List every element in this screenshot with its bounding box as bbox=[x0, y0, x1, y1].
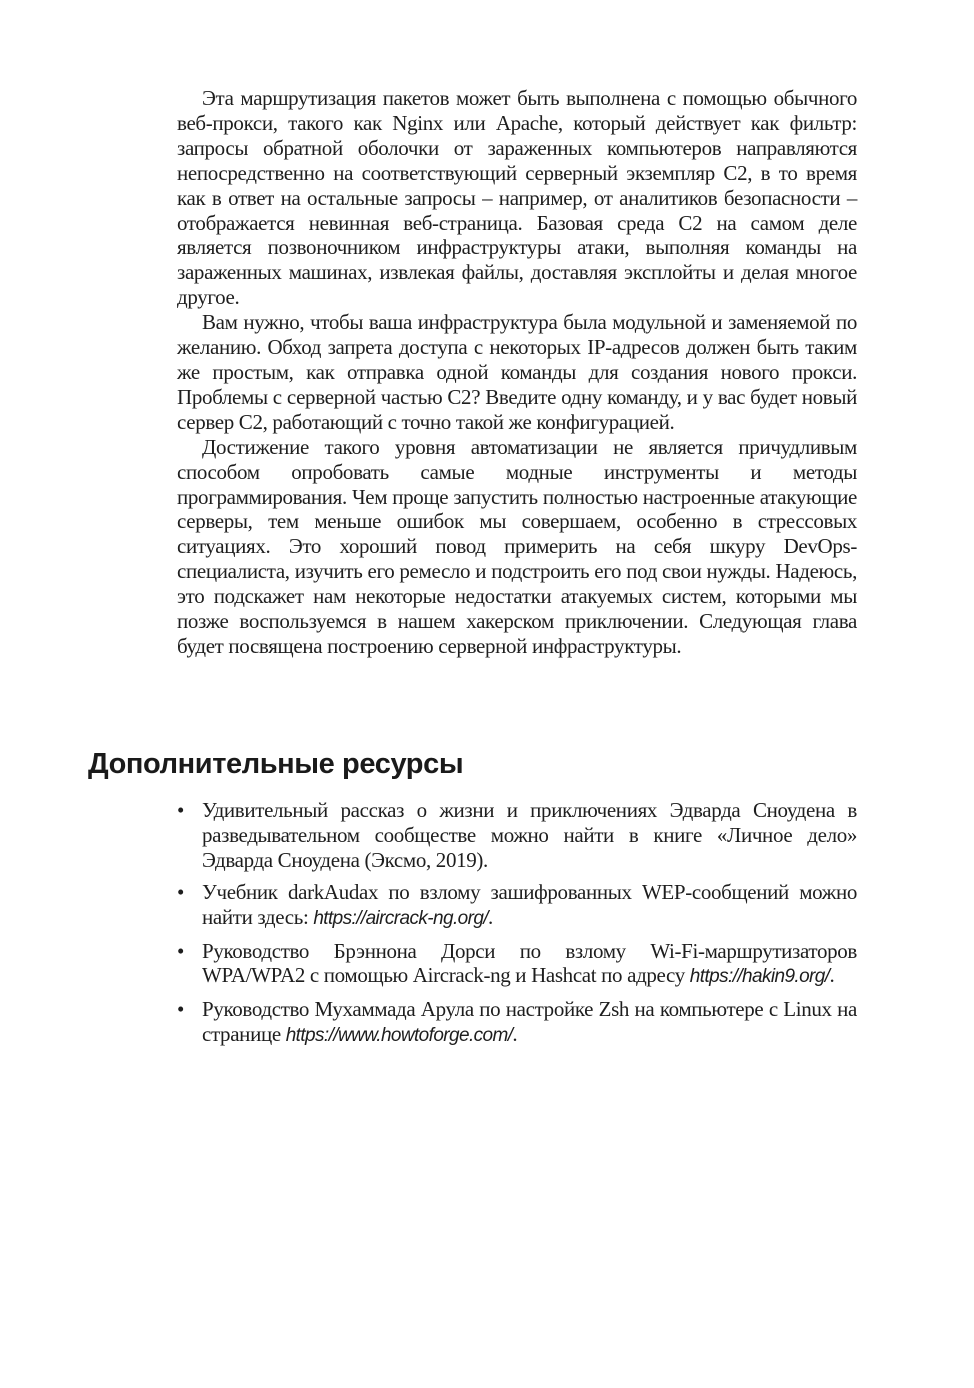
resource-link-howtoforge[interactable]: https://www.howtoforge.com/ bbox=[285, 1025, 513, 1047]
resource-text: Удивительный рассказ о жизни и приключениях Эдварда Сноудена в разведывательном сообществе можно найти в книге «Личное дело» Эдварда Сноудена (Эксмо, 2019). bbox=[202, 798, 857, 872]
bullet-icon: • bbox=[177, 938, 185, 963]
resource-link-hakin9[interactable]: https://hakin9.​org/ bbox=[689, 966, 830, 988]
resource-link-aircrack[interactable]: https://aircrack-ng.org/ bbox=[313, 907, 488, 929]
paragraph-packet-routing: Эта маршрутизация пакетов может быть выполнена с помощью обычного веб-прокси, такого как Nginx или Apache, который действует как фильтр: запросы обратной оболочки от зараженных компьютеров направляются непосредственно на соответствующий серверный экземпляр C2, в то время как в ответ на остальные запросы – например, от аналитиков безопасности – отображается невинная веб-страница. Базовая среда C2 на самом деле является позвоночником инфраструктуры атаки, выполняя команды на зараженных машинах, извлекая файлы, доставляя эксплойты и делая многое другое. bbox=[177, 86, 857, 310]
resource-text: Руководство Брэннона Дорси по взлому Wi-Fi-маршрутизаторов WPA/WPA2 с помощью Aircrack-ng и Hashcat по адресу bbox=[202, 938, 857, 988]
resource-suffix: . bbox=[512, 1022, 518, 1047]
bullet-icon: • bbox=[177, 879, 185, 904]
resource-suffix: . bbox=[829, 963, 835, 988]
paragraph-modular-infrastructure: Вам нужно, чтобы ваша инфраструктура была модульной и заменяемой по желанию. Обход запрета доступа с некоторых IP-адресов должен быть таким же простым, как отправка одной команды для создания нового прокси. Проблемы с серверной частью C2? Введите одну команду, и у вас будет новый сервер C2, работающий с точно такой же конфигурацией. bbox=[177, 310, 857, 434]
resource-item-hakin9 bbox=[177, 939, 857, 991]
resources-list bbox=[177, 798, 857, 1056]
body-text bbox=[177, 86, 857, 659]
resource-item-snowden bbox=[177, 798, 857, 873]
resource-suffix: . bbox=[487, 904, 493, 929]
resource-text: Руководство Мухаммада Арула по настройке Zsh на компьютере с Linux на странице bbox=[202, 997, 857, 1047]
resource-item-howtoforge bbox=[177, 997, 857, 1049]
paragraph-automation: Достижение такого уровня автоматизации не является причудливым способом опробовать самые модные инструменты и методы программирования. Чем проще запустить полностью настроенные атакующие серверы, тем меньше ошибок мы совершаем, особенно в стрессовых ситуациях. Это хороший повод примерить на себя шкуру DevOps-специалиста, изучить его ремесло и подстроить его под свои нужды. Надеюсь, это подскажет нам некоторые недостатки атакуемых систем, которыми мы позже воспользуемся в нашем хакерском приключении. Следующая глава будет посвящена построению серверной инфраструктуры. bbox=[177, 434, 857, 658]
resource-item-aircrack bbox=[177, 880, 857, 932]
section-title-additional-resources: Дополнительные ресурсы bbox=[88, 748, 464, 780]
resource-text: Учебник darkAudax по взлому зашифрованных WEP-сообщений можно найти здесь: bbox=[202, 879, 857, 929]
bullet-icon: • bbox=[177, 997, 185, 1022]
bullet-icon: • bbox=[177, 798, 185, 822]
